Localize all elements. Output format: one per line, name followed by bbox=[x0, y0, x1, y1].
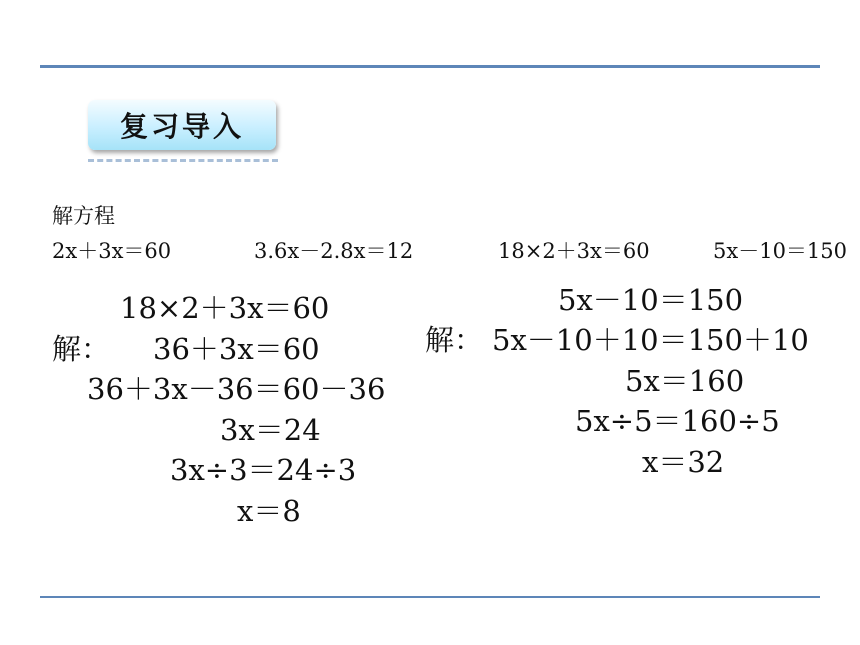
left-step-2: 36＋3x－36＝60－36 bbox=[87, 372, 386, 406]
problem-4: 5x－10＝150 bbox=[713, 239, 848, 263]
left-step-4: 3x÷3＝24÷3 bbox=[170, 453, 357, 487]
left-jie-label: 解： bbox=[52, 332, 111, 366]
task-label: 解方程 bbox=[52, 204, 115, 228]
left-equation: 18×2＋3x＝60 bbox=[120, 291, 330, 325]
right-step-4: x＝32 bbox=[642, 445, 725, 479]
section-title: 复习导入 bbox=[119, 110, 244, 143]
problem-2: 3.6x－2.8x＝12 bbox=[254, 239, 414, 263]
section-title-box bbox=[88, 100, 276, 150]
left-step-3: 3x＝24 bbox=[220, 413, 321, 447]
right-step-2: 5x＝160 bbox=[625, 364, 745, 398]
right-equation: 5x－10＝150 bbox=[558, 283, 744, 317]
bottom-divider bbox=[40, 596, 820, 598]
top-divider bbox=[40, 65, 820, 68]
right-step-3: 5x÷5＝160÷5 bbox=[575, 404, 780, 438]
right-step-1: 5x－10＋10＝150＋10 bbox=[492, 323, 809, 357]
left-step-5: x＝8 bbox=[237, 494, 301, 528]
problem-1: 2x＋3x＝60 bbox=[52, 239, 172, 263]
right-jie-label: 解： bbox=[425, 323, 484, 357]
title-dashed-underline bbox=[88, 159, 278, 162]
left-step-1: 36＋3x＝60 bbox=[153, 332, 320, 366]
problem-3: 18×2＋3x＝60 bbox=[498, 239, 650, 263]
